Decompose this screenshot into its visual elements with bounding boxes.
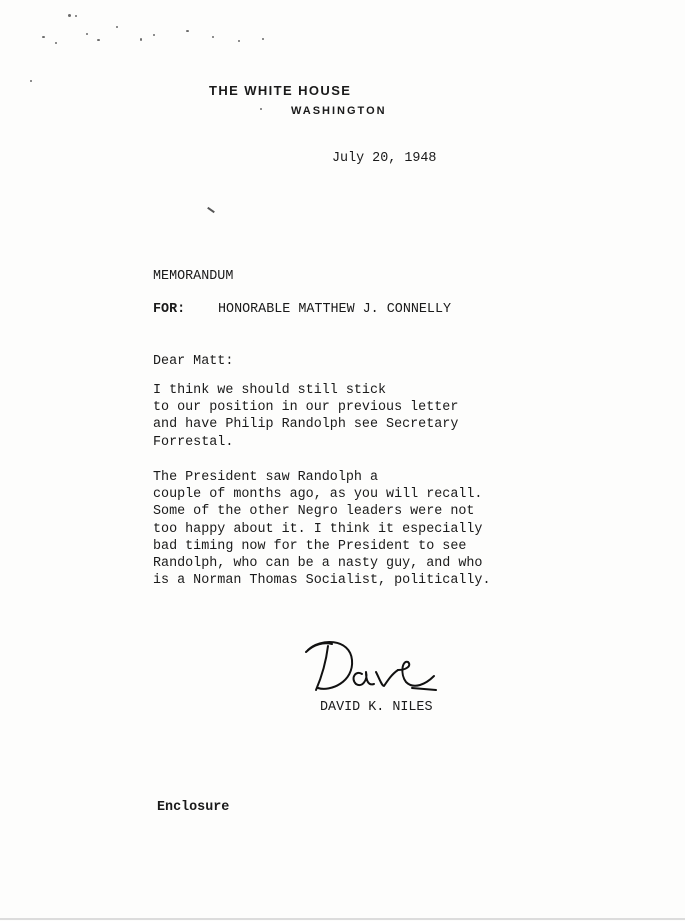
- page-bottom-edge: [0, 918, 685, 920]
- memo-date: July 20, 1948: [332, 151, 437, 166]
- body-paragraph-2: The President saw Randolph a couple of months ago, as you will recall. Some of the other Negro leaders were not too happy about it. I think it especially bad timing now for the President to see Randolph, who can be a nasty guy, and who is a Norman Thomas Socialist, politically.: [153, 470, 491, 589]
- stray-mark: [207, 207, 215, 213]
- salutation: Dear Matt:: [153, 354, 234, 369]
- letterhead-title: THE WHITE HOUSE: [209, 83, 352, 98]
- for-label: FOR:: [153, 302, 186, 317]
- letterhead-city: WASHINGTON: [291, 105, 387, 117]
- memo-type: MEMORANDUM: [153, 269, 234, 284]
- signatory-name: DAVID K. NILES: [320, 700, 433, 715]
- body-paragraph-1: I think we should still stick to our position in our previous letter and have Philip Randolph see Secretary Forrestal.: [153, 383, 459, 450]
- recipient: HONORABLE MATTHEW J. CONNELLY: [218, 302, 452, 317]
- handwritten-signature: [300, 630, 450, 705]
- enclosure-note: Enclosure: [157, 800, 230, 815]
